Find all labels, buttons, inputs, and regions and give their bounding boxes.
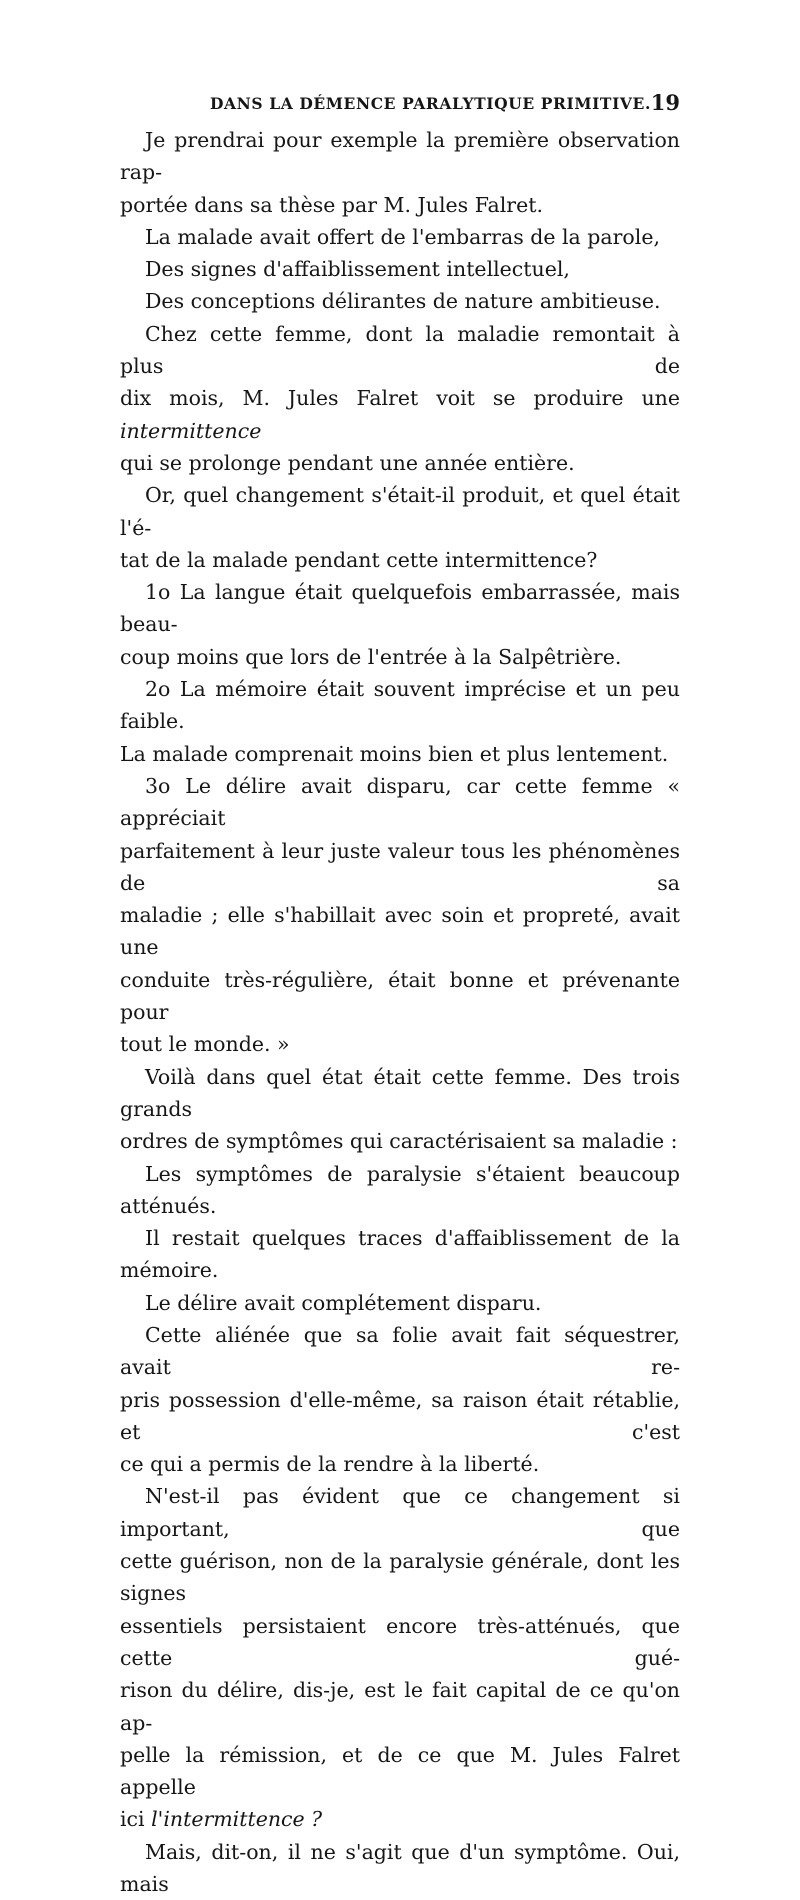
paragraph-line: Je prendrai pour exemple la première observation rap- xyxy=(120,128,680,185)
paragraph-line: coup moins que lors de l'entrée à la Salpêtrière. xyxy=(120,644,622,669)
paragraph-line: maladie ; elle s'habillait avec soin et propreté, avait une xyxy=(120,903,680,960)
paragraph-line: portée dans sa thèse par M. Jules Falret. xyxy=(120,192,543,217)
paragraph-line: La malade comprenait moins bien et plus lentement. xyxy=(120,741,669,766)
paragraph-line: ce qui a permis de la rendre à la liberté. xyxy=(120,1452,540,1477)
paragraph-line: 2o La mémoire était souvent imprécise et un peu faible. xyxy=(120,677,680,734)
paragraph-line: Mais, dit-on, il ne s'agit que d'un symptôme. Oui, mais xyxy=(120,1839,680,1897)
paragraph-line: Il restait quelques traces d'affaiblissement de la mémoire. xyxy=(120,1226,680,1283)
running-title: DANS LA DÉMENCE PARALYTIQUE PRIMITIVE. xyxy=(210,94,651,113)
text-run: ici xyxy=(120,1807,152,1832)
paragraph-line: ordres de symptômes qui caractérisaient sa maladie : xyxy=(120,1129,678,1154)
paragraph-line: tat de la malade pendant cette intermittence? xyxy=(120,547,598,572)
paragraph-line: Cette aliénée que sa folie avait fait séquestrer, avait re- xyxy=(120,1322,680,1380)
paragraph-line: tout le monde. » xyxy=(120,1032,290,1057)
paragraph-line: pelle la rémission, et de ce que M. Jules Falret appelle xyxy=(120,1742,680,1800)
paragraph-line: parfaitement à leur juste valeur tous les phénomènes de sa xyxy=(120,838,680,895)
paragraph-line xyxy=(120,1803,680,1835)
paragraph-line: essentiels persistaient encore très-atténués, que cette gué- xyxy=(120,1613,680,1670)
paragraph-line: Le délire avait complétement disparu. xyxy=(145,1290,542,1315)
paragraph-line: Des signes d'affaiblissement intellectuel, xyxy=(145,257,570,282)
italic-term: l'intermittence ? xyxy=(151,1807,323,1832)
paragraph-line: Or, quel changement s'était-il produit, et quel était l'é- xyxy=(120,483,680,540)
paragraph-line: rison du délire, dis-je, est le fait capital de ce qu'on ap- xyxy=(120,1678,680,1735)
paragraph-line: Chez cette femme, dont la maladie remontait à plus de xyxy=(120,321,680,379)
paragraph-line: Les symptômes de paralysie s'étaient beaucoup atténués. xyxy=(120,1161,680,1218)
paragraph-line xyxy=(120,382,680,447)
paragraph-line: conduite très-régulière, était bonne et prévenante pour xyxy=(120,967,680,1025)
paragraph-line: 3o Le délire avait disparu, car cette femme « appréciait xyxy=(120,773,680,831)
text-run: dix mois, M. Jules Falret voit se produire une xyxy=(120,386,680,411)
page-header xyxy=(120,90,680,120)
paragraph-line: La malade avait offert de l'embarras de la parole, xyxy=(145,224,660,249)
paragraph-line: 1o La langue était quelquefois embarrassée, mais beau- xyxy=(120,580,680,637)
paragraph-line: Voilà dans quel état était cette femme. Des trois grands xyxy=(120,1064,680,1121)
paragraph-line: qui se prolonge pendant une année entière. xyxy=(120,450,575,475)
paragraph-line: N'est-il pas évident que ce changement si important, que xyxy=(120,1484,680,1541)
paragraph-line: Des conceptions délirantes de nature ambitieuse. xyxy=(145,289,661,314)
italic-term: intermittence xyxy=(120,418,262,443)
page-number: 19 xyxy=(650,90,680,115)
paragraph-line: cette guérison, non de la paralysie générale, dont les signes xyxy=(120,1549,680,1606)
paragraph-line: pris possession d'elle-même, sa raison était rétablie, et c'est xyxy=(120,1387,680,1444)
body-text xyxy=(120,124,680,1900)
